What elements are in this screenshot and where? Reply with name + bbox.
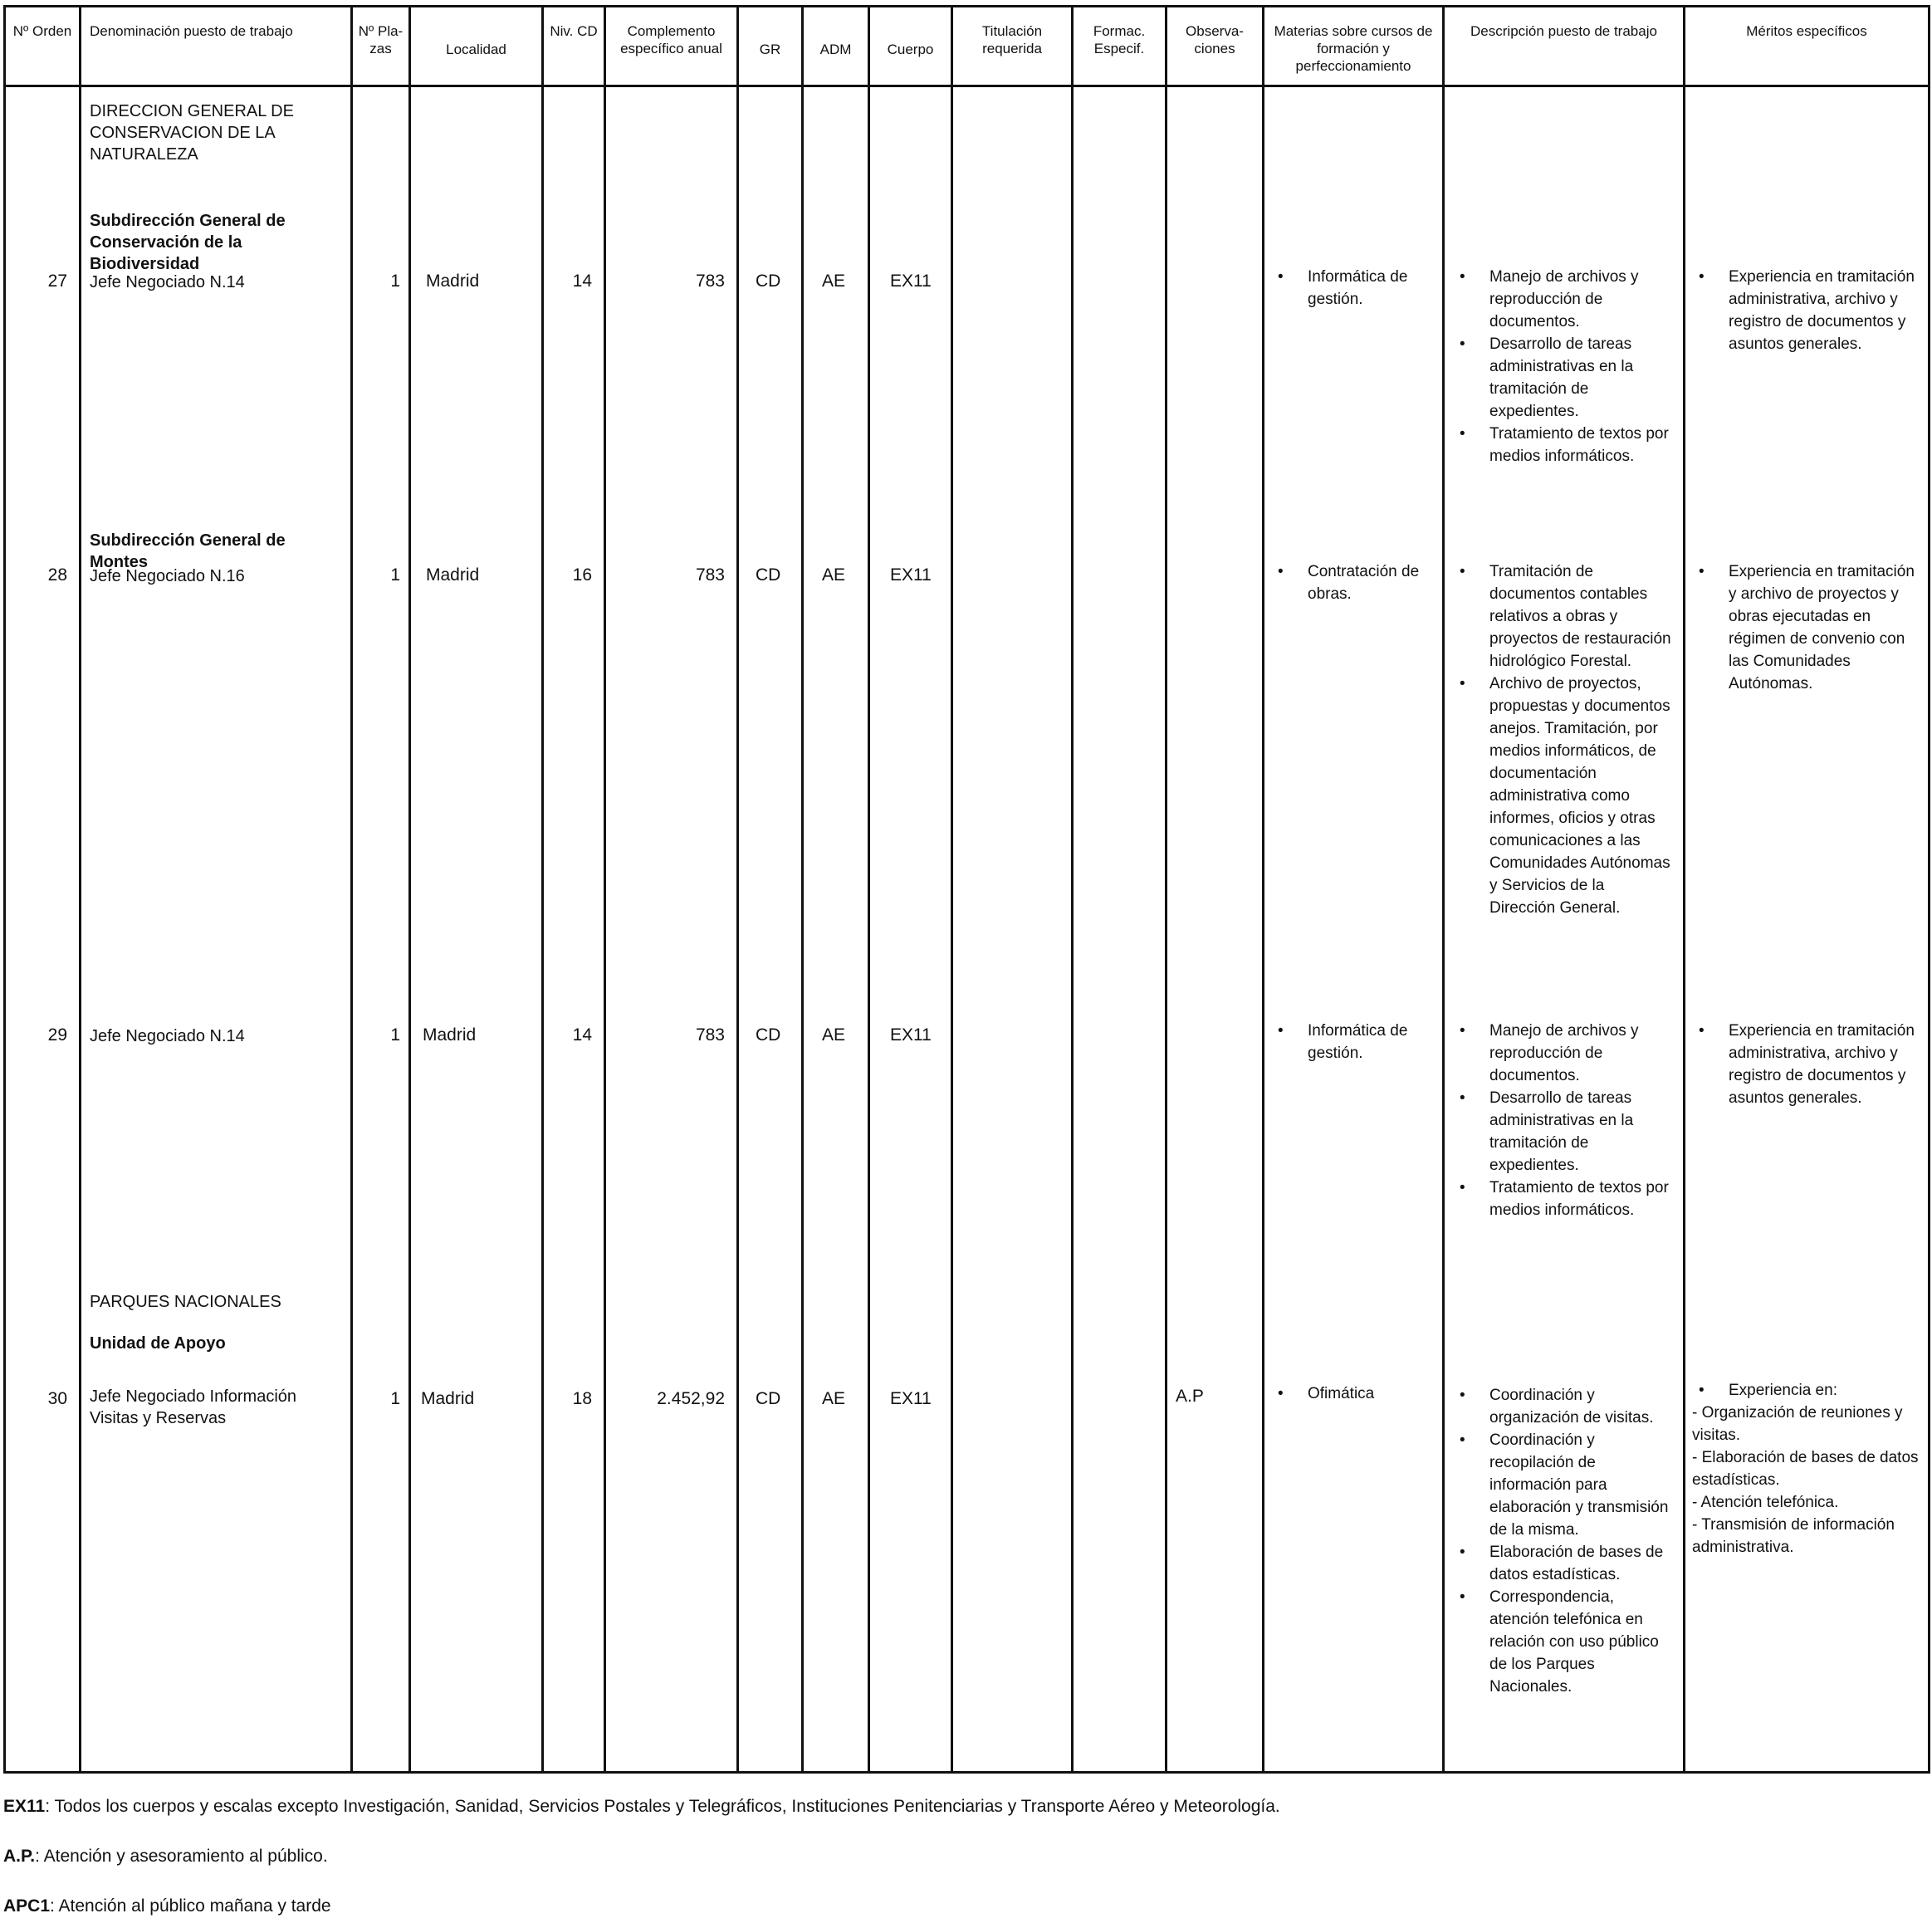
row-29-denominacion: Jefe Negociado N.14 xyxy=(90,1027,245,1045)
merito-line: - Atención telefónica. xyxy=(1692,1494,1839,1511)
column-cuerpo xyxy=(870,87,953,1774)
section-parques-nacionales: PARQUES NACIONALES xyxy=(90,1293,281,1311)
row-28-adm: AE xyxy=(822,565,846,585)
header-meritos: Méritos específicos xyxy=(1685,7,1930,87)
row-28-meritos xyxy=(1695,560,1915,695)
row-29-gr: CD xyxy=(756,1025,781,1045)
row-29-nivel: 14 xyxy=(572,1025,592,1045)
header-localidad: Localidad xyxy=(411,7,544,87)
merito-line: - Elaboración de bases de datos estadísticas. xyxy=(1692,1449,1919,1489)
footnote-apc1: APC1: Atención al público mañana y tarde xyxy=(3,1896,331,1916)
column-meritos xyxy=(1685,87,1930,1774)
table-body-row xyxy=(6,87,1930,1774)
header-cuerpo: Cuerpo xyxy=(870,7,953,87)
row-30-meritos-lines xyxy=(1692,1402,1920,1559)
column-nivel-cd xyxy=(544,87,606,1774)
list-item: • Experiencia en tramitación y archivo de proyectos y obras ejecutadas en régimen de convenio con las Comunidades Autónomas. xyxy=(1699,563,1915,692)
section-direccion-general: DIRECCION GENERAL DE CONSERVACION DE LA NATURALEZA xyxy=(90,102,294,164)
column-descripcion xyxy=(1445,87,1685,1774)
row-27-cuerpo: EX11 xyxy=(890,272,932,291)
header-denominacion: Denominación puesto de trabajo xyxy=(81,7,353,87)
section-unidad-apoyo: Unidad de Apoyo xyxy=(90,1334,226,1353)
column-denominacion xyxy=(81,87,353,1774)
list-item: • Contratación de obras. xyxy=(1278,563,1420,603)
header-formacion: Formac. Especif. xyxy=(1074,7,1167,87)
list-item: • Coordinación y organización de visitas. xyxy=(1460,1387,1654,1426)
row-27-descripcion xyxy=(1456,266,1672,467)
row-29-meritos xyxy=(1695,1020,1915,1109)
row-27-meritos xyxy=(1695,266,1915,355)
header-titulacion: Titulación requerida xyxy=(953,7,1074,87)
orden-29: 29 xyxy=(47,1025,67,1045)
row-30-adm: AE xyxy=(822,1389,846,1408)
row-27-denominacion: Jefe Negociado N.14 xyxy=(90,273,245,291)
row-30-nivel: 18 xyxy=(572,1389,592,1408)
row-28-cuerpo: EX11 xyxy=(890,565,932,585)
row-27-materias xyxy=(1274,266,1432,311)
header-nivel-cd: Niv. CD xyxy=(544,7,606,87)
header-observaciones: Observa- ciones xyxy=(1167,7,1264,87)
table-header-row xyxy=(6,7,1930,87)
orden-30: 30 xyxy=(47,1389,67,1408)
row-30-materias xyxy=(1274,1382,1432,1405)
column-observaciones xyxy=(1167,87,1264,1774)
header-gr: GR xyxy=(739,7,804,87)
header-materias: Materias sobre cursos de formación y perfeccionamiento xyxy=(1264,7,1445,87)
list-item: • Experiencia en tramitación administrativa, archivo y registro de documentos y asuntos generales. xyxy=(1699,1022,1915,1107)
list-item: • Desarrollo de tareas administrativas en la tramitación de expedientes. xyxy=(1460,335,1634,420)
merito-line: - Organización de reuniones y visitas. xyxy=(1692,1404,1903,1444)
row-28-localidad: Madrid xyxy=(426,565,480,585)
row-30-descripcion xyxy=(1456,1384,1672,1698)
merito-line: - Transmisión de información administrativa. xyxy=(1692,1516,1895,1556)
row-29-plazas: 1 xyxy=(390,1025,400,1045)
list-item: • Tratamiento de textos por medios informáticos. xyxy=(1460,1179,1669,1219)
list-item: • Archivo de proyectos, propuestas y documentos anejos. Tramitación, por medios informáticos, de documentación administrativa como informes, oficios y otras comunicaciones a las Comunidades Autónomas y Servicios de la Dirección General. xyxy=(1460,675,1670,917)
row-27-localidad: Madrid xyxy=(426,272,480,291)
row-27-adm: AE xyxy=(822,272,846,291)
row-29-localidad: Madrid xyxy=(423,1025,477,1045)
list-item: • Tramitación de documentos contables relativos a obras y proyectos de restauración hidrológico Forestal. xyxy=(1460,563,1671,670)
row-30-complemento: 2.452,92 xyxy=(657,1389,725,1408)
row-30-gr: CD xyxy=(756,1389,781,1408)
header-orden: Nº Orden xyxy=(6,7,81,87)
column-localidad xyxy=(411,87,544,1774)
row-30-plazas: 1 xyxy=(390,1389,400,1408)
row-30-denominacion: Jefe Negociado Información Visitas y Reservas xyxy=(90,1387,297,1427)
list-item: • Correspondencia, atención telefónica en relación con uso público de los Parques Nacionales. xyxy=(1460,1588,1659,1696)
row-29-descripcion xyxy=(1456,1020,1672,1221)
header-adm: ADM xyxy=(804,7,870,87)
row-27-gr: CD xyxy=(756,272,781,291)
row-29-materias xyxy=(1274,1020,1432,1064)
list-item: • Manejo de archivos y reproducción de documentos. xyxy=(1460,268,1639,330)
row-28-nivel: 16 xyxy=(572,565,592,585)
column-adm xyxy=(804,87,870,1774)
column-gr xyxy=(739,87,804,1774)
row-28-complemento: 783 xyxy=(695,565,725,585)
list-item: • Experiencia en tramitación administrativa, archivo y registro de documentos y asuntos generales. xyxy=(1699,268,1915,353)
list-item: • Tratamiento de textos por medios informáticos. xyxy=(1460,425,1669,465)
footnote-ap: A.P.: Atención y asesoramiento al público. xyxy=(3,1847,328,1866)
column-materias xyxy=(1264,87,1445,1774)
column-orden xyxy=(6,87,81,1774)
row-27-complemento: 783 xyxy=(695,272,725,291)
row-29-complemento: 783 xyxy=(695,1025,725,1045)
column-titulacion xyxy=(953,87,1074,1774)
section-sg-biodiversidad: Subdirección General de Conservación de la Biodiversidad xyxy=(90,212,286,273)
row-28-materias xyxy=(1274,560,1432,605)
list-item: • Informática de gestión. xyxy=(1278,268,1408,308)
row-29-adm: AE xyxy=(822,1025,846,1045)
list-item: • Coordinación y recopilación de información para elaboración y transmisión de la misma. xyxy=(1460,1431,1669,1539)
row-30-cuerpo: EX11 xyxy=(890,1389,932,1408)
row-28-descripcion xyxy=(1456,560,1672,919)
column-complemento xyxy=(606,87,739,1774)
row-27-plazas: 1 xyxy=(390,272,400,291)
list-item: • Ofimática xyxy=(1278,1385,1375,1402)
job-positions-table xyxy=(3,5,1930,1774)
section-sg-montes: Subdirección General de Montes xyxy=(90,531,286,571)
list-item: • Informática de gestión. xyxy=(1278,1022,1408,1062)
orden-27: 27 xyxy=(47,272,67,291)
list-item: • Elaboración de bases de datos estadísticas. xyxy=(1460,1544,1664,1583)
footnote-ex11: EX11: Todos los cuerpos y escalas excepto Investigación, Sanidad, Servicios Postales y Telegráficos, Instituciones Penitenciarias y Transporte Aéreo y Meteorología. xyxy=(3,1797,1280,1816)
row-27-nivel: 14 xyxy=(572,272,592,291)
row-28-gr: CD xyxy=(756,565,781,585)
row-30-localidad: Madrid xyxy=(421,1389,475,1408)
list-item: • Desarrollo de tareas administrativas en la tramitación de expedientes. xyxy=(1460,1089,1634,1174)
row-28-plazas: 1 xyxy=(390,565,400,585)
header-complemento: Complemento específico anual xyxy=(606,7,739,87)
row-29-cuerpo: EX11 xyxy=(890,1025,932,1045)
header-descripcion: Descripción puesto de trabajo xyxy=(1445,7,1685,87)
row-30-observaciones: A.P xyxy=(1176,1387,1204,1406)
row-28-denominacion: Jefe Negociado N.16 xyxy=(90,567,245,585)
header-plazas: Nº Pla- zas xyxy=(353,7,411,87)
column-plazas xyxy=(353,87,411,1774)
list-item: • Manejo de archivos y reproducción de documentos. xyxy=(1460,1022,1639,1084)
column-formacion xyxy=(1074,87,1167,1774)
list-item: • Experiencia en: xyxy=(1699,1382,1837,1399)
row-30-meritos-title xyxy=(1695,1379,1915,1402)
orden-28: 28 xyxy=(47,565,67,585)
